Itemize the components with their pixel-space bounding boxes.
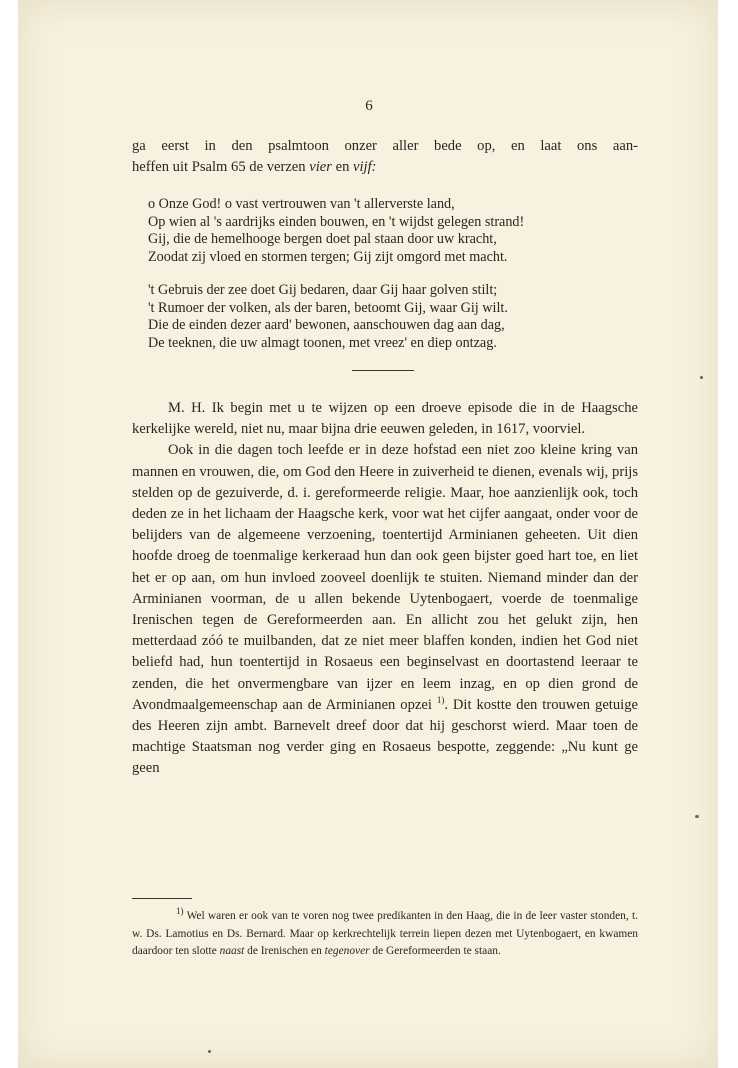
psalm-stanza-2 <box>148 282 638 352</box>
paragraph-1: M. H. Ik begin met u te wijzen op een droeve episode die in de Haagsche kerkelijke wereld, niet nu, maar bijna drie eeuwen geleden, in 1617, voorviel. <box>132 400 638 438</box>
poem-line: Die de einden dezer aard' bewonen, aanschouwen dag aan dag, <box>148 317 505 334</box>
footnote-rule <box>132 898 192 899</box>
paper-speck <box>695 815 699 818</box>
footnote-reference: 1) <box>436 694 445 705</box>
psalm-stanza-1 <box>148 196 638 266</box>
intro-line-2-text: heffen uit Psalm 65 de verzen <box>132 159 310 176</box>
intro-em-vijf: vijf <box>353 159 372 176</box>
poem-line: De teeknen, die uw almagt toonen, met vreez' en diep ontzag. <box>148 334 497 351</box>
paragraph-2 <box>132 440 638 779</box>
footnote-text-b: de Irenischen en <box>244 945 325 958</box>
paper-speck <box>700 376 703 379</box>
poem-line: 't Rumoer der volken, als der baren, betoomt Gij, waar Gij wilt. <box>148 299 508 316</box>
intro-paragraph <box>132 136 638 178</box>
footnote-em-naast: naast <box>219 945 245 958</box>
poem-line: Op wien al 's aardrijks einden bouwen, en 't wijdst gelegen strand! <box>148 213 525 230</box>
paragraph-2-text-b: . Dit kostte den trouwen getuige des Heeren zijn ambt. Barnevelt dreef door dat hij geschorst wierd. Maar toen de machtige Staatsman nog verder ging en Rosaeus bespotte, zeggende: „Nu kunt ge geen <box>132 696 638 777</box>
section-divider <box>352 370 414 371</box>
paragraph-2-text-a: Ook in die dagen toch leefde er in deze hofstad een niet zoo kleine kring van mannen en vrouwen, die, om God den Heere in zuiverheid te dienen, evenals wij, prijs stelden op de gezuiverde, d. i. gereformeerde religie. Maar, hoe aanzienlijk ook, toch deden ze in het lichaam der Haagsche kerk, voor wat het cijfer aangaat, onder voor de belijders van de algemeene verzoening, toentertijd Arminianen geheeten. Uit dien hoofde droeg de toenmalige kerkeraad hun dan ook geen bijster goed hart toe, en liet het er op aan, om hun invloed zooveel doenlijk te stuiten. Niemand minder dan der Arminianen voorman, de u allen bekende Uytenbogaert, voerde de toenmalige Irenischen tegen de Gereformeerden aan. En allicht zou het gelukt zijn, hen metterdaad zóó te muilbanden, dat ze niet meer blaffen konden, indien het God niet beliefd had, hun toentertijd in Rosaeus een beginselvast en doortastend leeraar te zenden, die het onvermengbare van ijzer en leem inzag, en op dien grond de Avondmaalgemeenschap aan de Arminianen opzei <box>132 442 638 713</box>
footnote-text-c: de Gereformeerden te staan. <box>369 945 501 958</box>
poem-line: Zoodat zij vloed en stormen tergen; Gij zijt omgord met macht. <box>148 248 508 265</box>
intro-line-1: ga eerst in den psalmtoon onzer aller bede op, en laat ons aan- <box>132 138 638 154</box>
intro-conj: en <box>331 159 354 176</box>
poem-line: o Onze God! o vast vertrouwen van 't allerverste land, <box>148 196 455 212</box>
footnote-marker: 1) <box>176 906 184 917</box>
footnote-em-tegenover: tegenover <box>324 945 370 958</box>
footnote-text-a: Wel waren er ook van te voren nog twee predikanten in den Haag, die in de leer vaster stonden, t. w. Ds. Lamotius en Ds. Bernard. Maar op kerkrechtelijk terrein liepen dezen met Uytenbogaert, en kwamen daardoor ten slotte <box>132 910 638 958</box>
poem-line: 't Gebruis der zee doet Gij bedaren, daar Gij haar golven stilt; <box>148 282 498 298</box>
intro-colon: : <box>371 159 377 176</box>
intro-em-vier: vier <box>309 159 332 176</box>
footnote <box>132 908 638 961</box>
page-number: 6 <box>365 98 373 114</box>
body-text <box>132 398 638 780</box>
paper-speck <box>208 1050 211 1053</box>
intro-line-2 <box>132 157 638 178</box>
poem-line: Gij, die de hemelhooge bergen doet pal staan door uw kracht, <box>148 231 497 248</box>
